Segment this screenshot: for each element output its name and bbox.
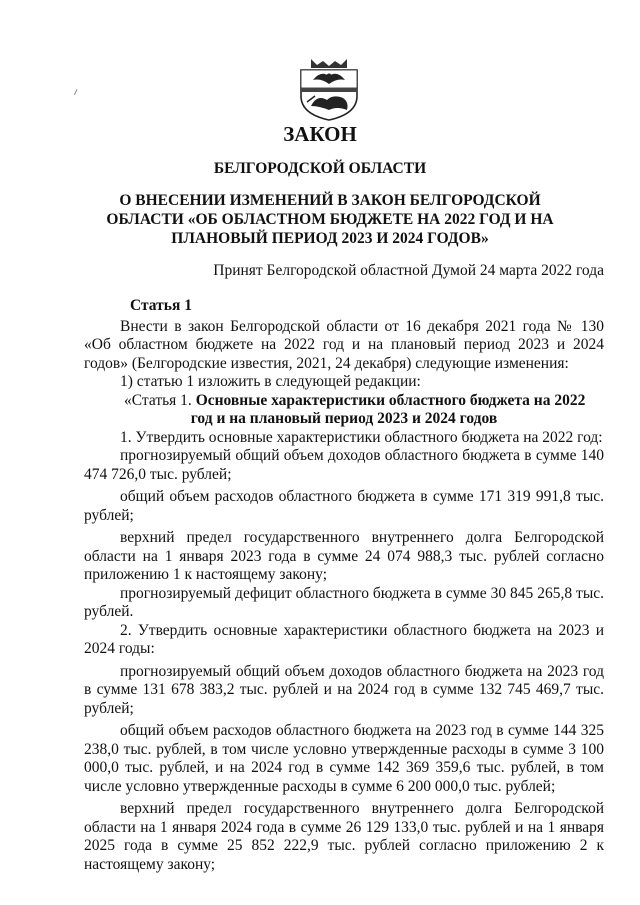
paragraph-7: прогнозируемый общий объем доходов областного бюджета на 2023 год в сумме 131 678 383,2 тыс. рублей и на 2024 год в сумме 132 745 469,7 тыс. рублей;: [84, 662, 604, 717]
paragraph-item-1: 1) статью 1 изложить в следующей редакции:: [120, 373, 421, 390]
paragraph-5: прогнозируемый дефицит областного бюджета в сумме 30 845 265,8 тыс. рублей.: [84, 584, 604, 620]
law-subject-title: О ВНЕСЕНИИ ИЗМЕНЕНИЙ В ЗАКОН БЕЛГОРОДСКОЙ ОБЛАСТИ «ОБ ОБЛАСТНОМ БЮДЖЕТЕ НА 2022 ГОД И НА ПЛАНОВЫЙ ПЕРИОД 2023 И 2024 ГОДОВ»: [106, 192, 554, 247]
region-title: БЕЛГОРОДСКОЙ ОБЛАСТИ: [213, 160, 427, 177]
article-heading: Статья 1: [130, 297, 192, 314]
new-article-title: [84, 392, 604, 411]
paragraph-9: верхний предел государственного внутреннего долга Белгородской области на 1 января 2024 года в сумме 26 129 133,0 тыс. рублей и на 1 января 2025 года в сумме 25 852 222,9 тыс. рублей согласно приложению 2 к настоящему закону;: [84, 800, 604, 873]
paragraph-intro: Внести в закон Белгородской области от 16 декабря 2021 года № 130 «Об областном бюджете на 2022 год и на плановый период 2023 и 2024 годов» (Белгородские известия, 2021, 24 декабря) следующие изменения:: [84, 317, 604, 372]
new-article-title-text: Основные характеристики областного бюджета на 2022: [195, 391, 586, 409]
paragraph-1: 1. Утвердить основные характеристики областного бюджета на 2022 год:: [120, 428, 603, 446]
scan-artifact: [74, 89, 81, 97]
paragraph-6: 2. Утвердить основные характеристики областного бюджета на 2023 и 2024 годы:: [84, 621, 604, 657]
belgorod-coat-of-arms-icon: [297, 56, 361, 122]
new-article-title-continued: год и на плановый период 2023 и 2024 годов: [190, 410, 498, 427]
new-article-prefix: «Статья 1.: [124, 391, 192, 409]
paragraph-2: прогнозируемый общий объем доходов областного бюджета в сумме 140 474 726,0 тыс. рублей;: [84, 447, 604, 483]
paragraph-3: общий объем расходов областного бюджета в сумме 171 319 991,8 тыс. рублей;: [84, 488, 604, 524]
paragraph-8: общий объем расходов областного бюджета на 2023 год в сумме 144 325 238,0 тыс. рублей, в том числе условно утвержденные расходы в сумме 3 100 000,0 тыс. рублей, и на 2024 год в сумме 142 369 359,6 тыс. рублей, в том числе условно утвержденные расходы в сумме 6 200 000,0 тыс. рублей;: [84, 722, 604, 795]
adoption-note: Принят Белгородской областной Думой 24 марта 2022 года: [213, 262, 604, 279]
paragraph-4: верхний предел государственного внутреннего долга Белгородской области на 1 января 2023 года в сумме 24 074 988,3 тыс. рублей согласно приложению 1 к настоящему закону;: [84, 529, 604, 583]
law-title: ЗАКОН: [283, 122, 357, 146]
law-body: [84, 294, 604, 874]
